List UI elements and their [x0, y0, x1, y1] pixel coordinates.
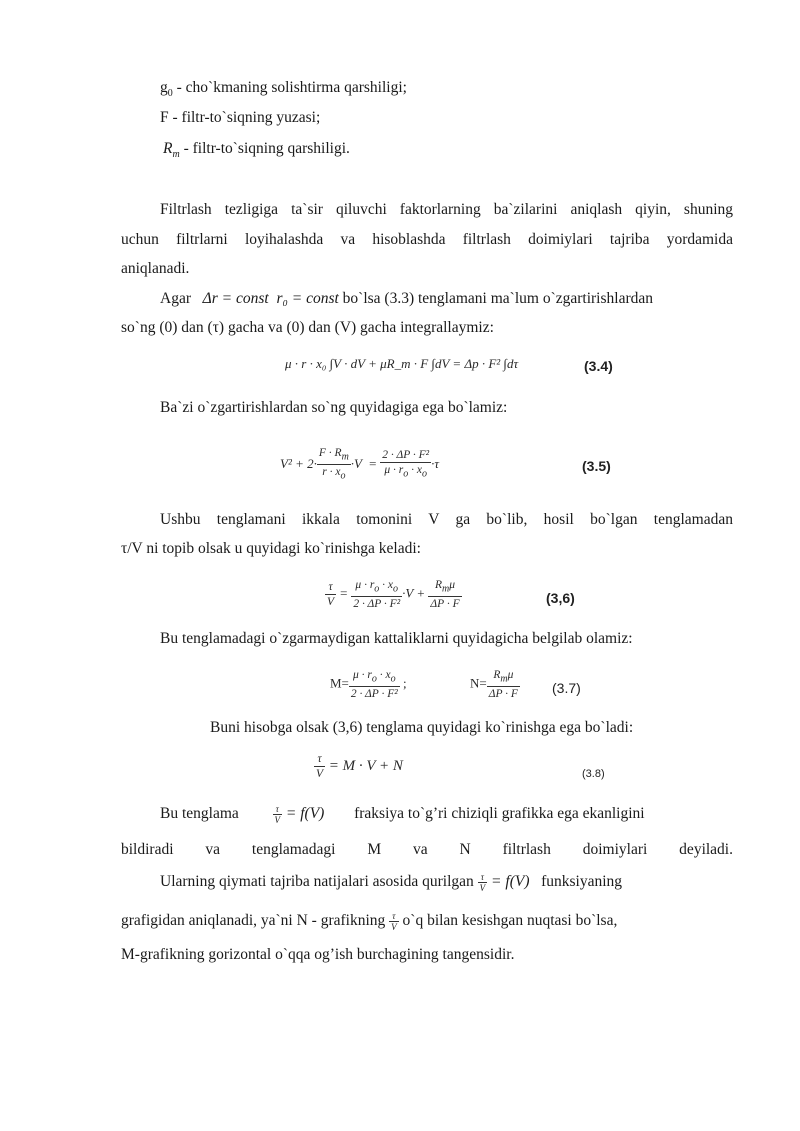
- def-g0: $g_0$ - cho`kmaning solishtirma qarshiligi;: [160, 79, 407, 100]
- def-f: F - filtr-to`siqning yuzasi;: [160, 109, 321, 126]
- para6: Buni hisobga olsak (3,6) tenglama quyidagi ko`rinishga ega bo`ladi:: [210, 719, 634, 736]
- equation-number-3-4: (3.4): [584, 358, 613, 374]
- equation-3-7-n: N= $\frac{R_m\mu}{\Delta P \cdot F}$: [470, 669, 518, 701]
- equation-3-5: V² + 2· $\frac{F \cdot R_m}{r \cdot x_o}$ ·V = $\frac{\text{2 · ΔP · F²}}{\mu \cdot r_o \cdot x_o}$ ·τ: [280, 447, 440, 482]
- equation-3-6: $\frac{\tau}{V}$ = $\frac{\mu \cdot r_o \cdot x_o}{\text{2 · ΔP · F²}}$ ·V + $\frac{R_m\mu}{\Delta P \cdot F}$: [327, 579, 460, 611]
- para7-line2: bildiradi va tenglamadagi M va N filtrlash doimiylari deyiladi.: [121, 841, 733, 858]
- para8-line3: M-grafikning gorizontal o`qqa og’ish burchagining tangensidir.: [121, 946, 515, 963]
- para2-line1: Agar Δr = const r₀ = const bo`lsa (3.3) tenglamani ma`lum o`zgartirishlardan: [160, 290, 653, 307]
- para7-line1: Bu tenglama $\frac{\tau}{V}$ = f(V) fraksiya to`g’ri chiziqli grafikka ega ekanligini: [160, 804, 645, 825]
- para2-line2: so`ng (0) dan (τ) gacha va (0) dan (V) gacha integrallaymiz:: [121, 319, 494, 336]
- equation-number-3-5: (3.5): [582, 458, 611, 474]
- para5: Bu tenglamadagi o`zgarmaydigan kattaliklarni quyidagicha belgilab olamiz:: [160, 630, 633, 647]
- para1-line3: aniqlanadi.: [121, 260, 190, 277]
- para4-line2: τ/V ni topib olsak u quyidagi ko`rinishga keladi:: [121, 540, 421, 557]
- equation-3-7-m: M= $\frac{\mu \cdot r_o \cdot x_o}{\text{2 · ΔP · F²}}$ ;: [330, 669, 407, 701]
- para1-line2: uchun filtrlarni loyihalashda va hisoblashda filtrlash doimiylari tajriba yordamida: [121, 231, 733, 248]
- equation-number-3-8: (3.8): [582, 768, 605, 780]
- para8-line2: grafigidan aniqlanadi, ya`ni N - grafikning $\frac{\tau}{V}$ o`q bilan kesishgan nuqtasi bo`lsa,: [121, 911, 618, 932]
- equation-3-8: $\frac{\tau}{V}$ = M · V + N: [316, 753, 403, 780]
- equation-number-3-6: (3,6): [546, 590, 575, 606]
- equation-3-4: μ · r · x₀ ∫V · dV + μR_m · F ∫dV = Δp · F² ∫dτ: [285, 356, 519, 371]
- def-rm: $R_m$ - filtr-to`siqning qarshiligi.: [163, 140, 350, 161]
- para1-line1: Filtrlash tezligiga ta`sir qiluvchi faktorlarning ba`zilarini aniqlash qiyin, shuning: [160, 201, 733, 218]
- para8-line1: Ularning qiymati tajriba natijalari asosida qurilgan $\frac{\tau}{V}$ = f(V) funksiyaning: [160, 872, 623, 893]
- equation-number-3-7: (3.7): [552, 680, 581, 696]
- para3: Ba`zi o`zgartirishlardan so`ng quyidagiga ega bo`lamiz:: [160, 399, 508, 416]
- para4-line1: Ushbu tenglamani ikkala tomonini V ga bo`lib, hosil bo`lgan tenglamadan: [160, 511, 733, 528]
